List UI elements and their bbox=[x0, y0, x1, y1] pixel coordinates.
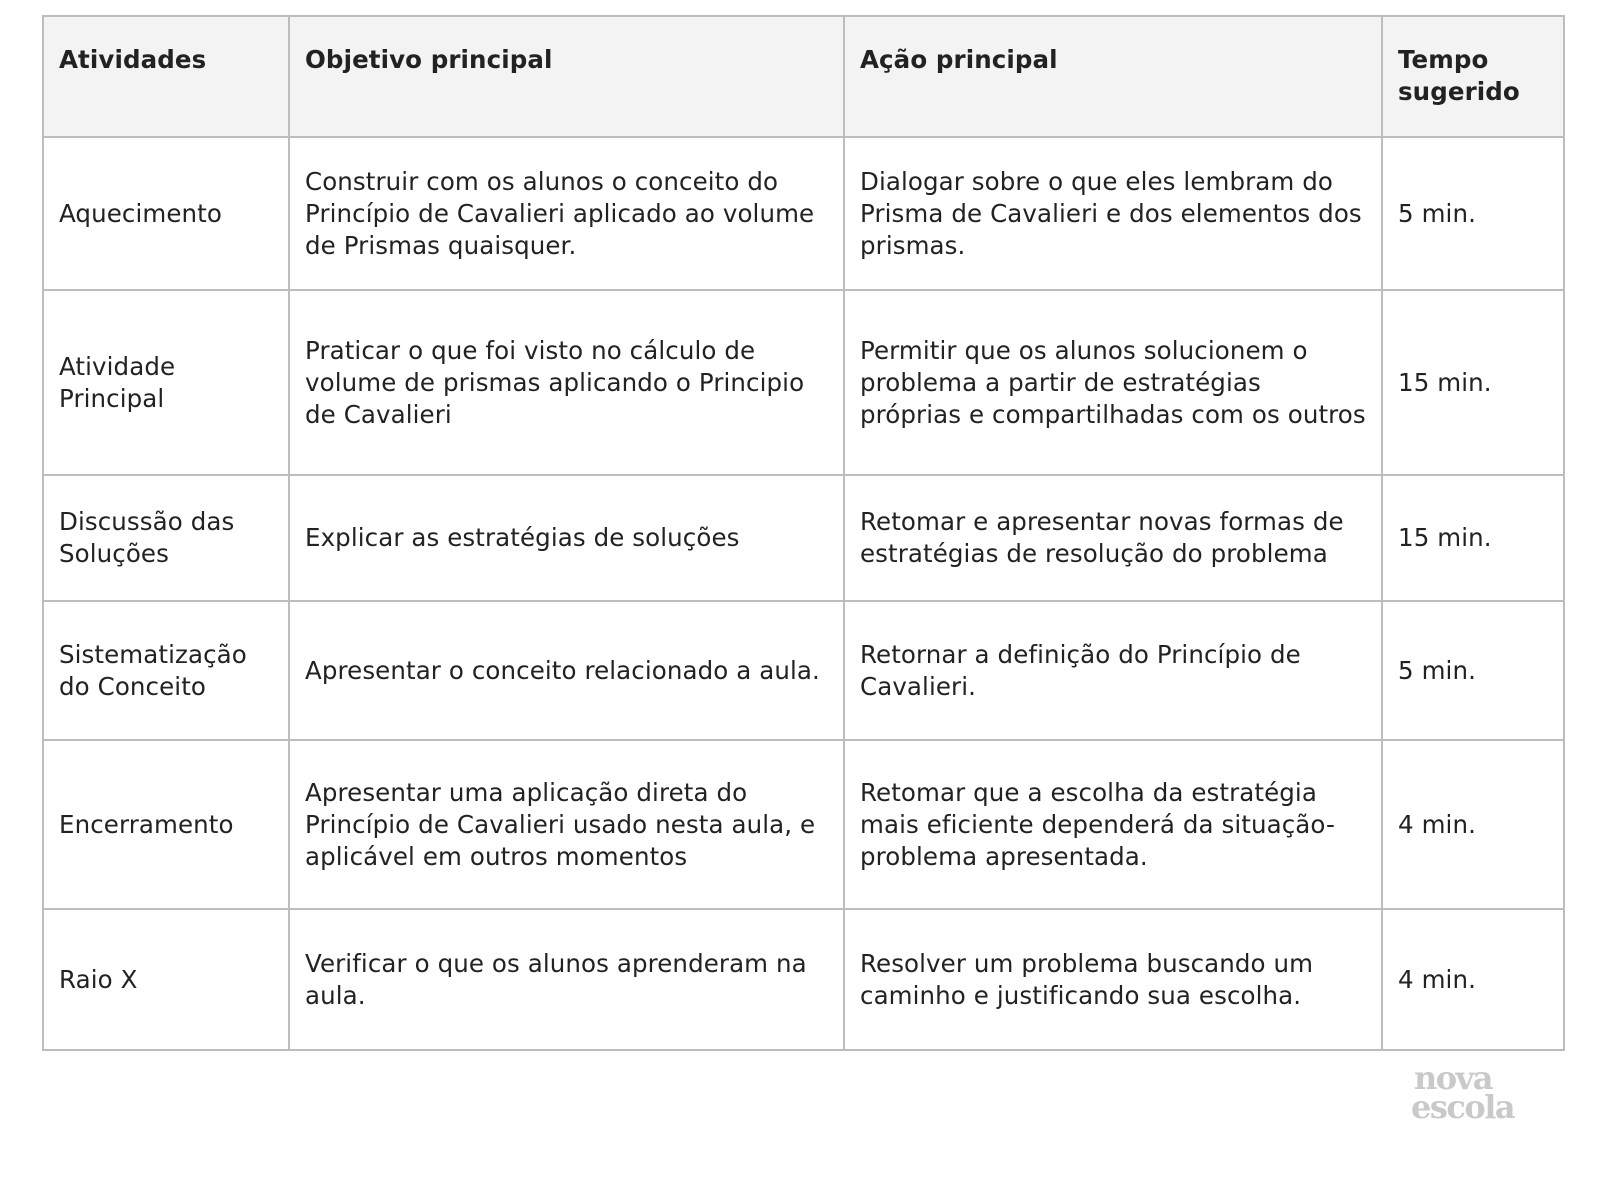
cell-acao: Resolver um problema buscando um caminho e justificando sua escolha. bbox=[844, 909, 1382, 1050]
cell-objetivo: Explicar as estratégias de soluções bbox=[289, 475, 844, 601]
table-row bbox=[43, 601, 1564, 740]
table-row bbox=[43, 740, 1564, 909]
table-row bbox=[43, 137, 1564, 290]
cell-acao: Permitir que os alunos solucionem o problema a partir de estratégias próprias e compartilhadas com os outros bbox=[844, 290, 1382, 475]
cell-tempo: 15 min. bbox=[1382, 475, 1564, 601]
cell-objetivo: Construir com os alunos o conceito do Princípio de Cavalieri aplicado ao volume de Prismas quaisquer. bbox=[289, 137, 844, 290]
cell-tempo: 5 min. bbox=[1382, 137, 1564, 290]
table-header-row bbox=[43, 16, 1564, 137]
cell-acao: Retornar a definição do Princípio de Cavalieri. bbox=[844, 601, 1382, 740]
cell-acao: Retomar que a escolha da estratégia mais eficiente dependerá da situação-problema apresentada. bbox=[844, 740, 1382, 909]
cell-tempo: 15 min. bbox=[1382, 290, 1564, 475]
cell-atividade: Discussão das Soluções bbox=[43, 475, 289, 601]
cell-objetivo: Praticar o que foi visto no cálculo de volume de prismas aplicando o Principio de Cavalieri bbox=[289, 290, 844, 475]
cell-atividade: Atividade Principal bbox=[43, 290, 289, 475]
cell-objetivo: Verificar o que os alunos aprenderam na aula. bbox=[289, 909, 844, 1050]
cell-objetivo: Apresentar uma aplicação direta do Princípio de Cavalieri usado nesta aula, e aplicável em outros momentos bbox=[289, 740, 844, 909]
logo-line-nova: nova bbox=[1414, 1059, 1492, 1097]
table-row bbox=[43, 475, 1564, 601]
table-row bbox=[43, 909, 1564, 1050]
cell-atividade: Encerramento bbox=[43, 740, 289, 909]
header-objetivo-principal: Objetivo principal bbox=[289, 16, 844, 137]
cell-acao: Retomar e apresentar novas formas de estratégias de resolução do problema bbox=[844, 475, 1382, 601]
header-tempo-sugerido: Tempo sugerido bbox=[1382, 16, 1564, 137]
table-row bbox=[43, 290, 1564, 475]
cell-tempo: 5 min. bbox=[1382, 601, 1564, 740]
cell-objetivo: Apresentar o conceito relacionado a aula. bbox=[289, 601, 844, 740]
cell-atividade: Sistematização do Conceito bbox=[43, 601, 289, 740]
header-atividades: Atividades bbox=[43, 16, 289, 137]
cell-acao: Dialogar sobre o que eles lembram do Prisma de Cavalieri e dos elementos dos prismas. bbox=[844, 137, 1382, 290]
lesson-plan-table bbox=[42, 15, 1565, 1051]
cell-atividade: Aquecimento bbox=[43, 137, 289, 290]
nova-escola-logo bbox=[1411, 1059, 1541, 1126]
logo-line-escola: escola bbox=[1411, 1088, 1515, 1126]
cell-tempo: 4 min. bbox=[1382, 909, 1564, 1050]
cell-atividade: Raio X bbox=[43, 909, 289, 1050]
cell-tempo: 4 min. bbox=[1382, 740, 1564, 909]
header-acao-principal: Ação principal bbox=[844, 16, 1382, 137]
